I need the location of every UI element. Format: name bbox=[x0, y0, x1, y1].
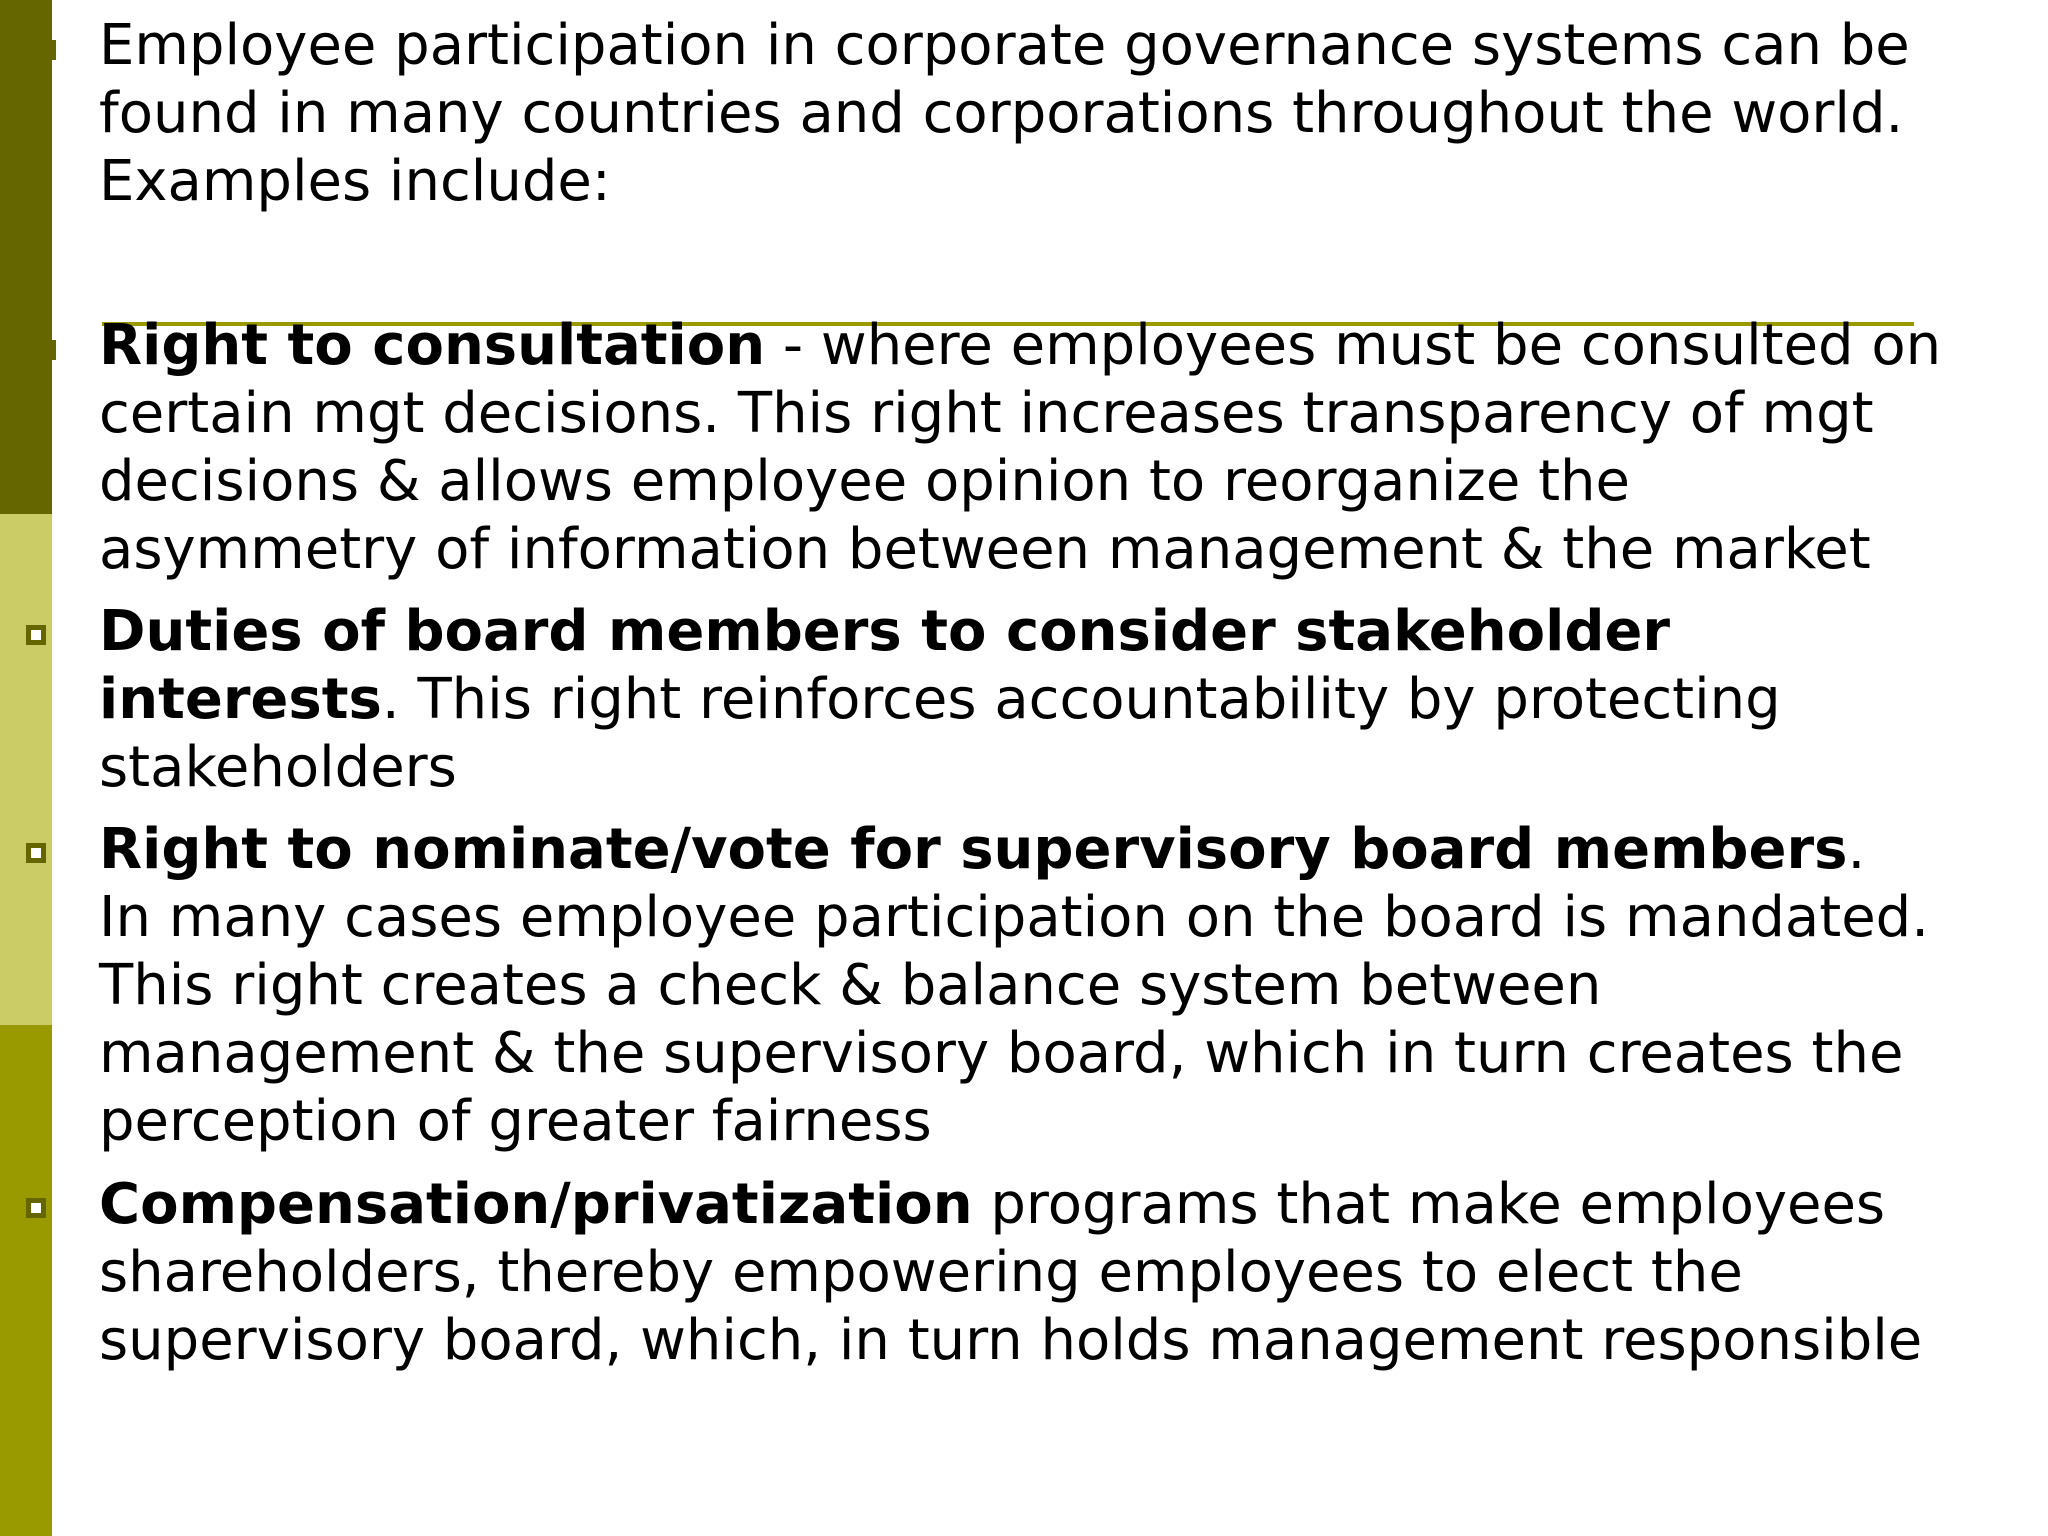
item-text: decisions & allows employee opinion to reorganize the bbox=[99, 449, 1630, 514]
list-item-compensation-privatization bbox=[99, 1171, 1922, 1375]
item-text: In many cases employee participation on the board is mandated. bbox=[99, 885, 1930, 950]
list-item-right-to-nominate bbox=[99, 816, 1929, 1156]
item-text: management & the supervisory board, which in turn creates the bbox=[99, 1021, 1904, 1086]
item-heading: interests bbox=[99, 667, 382, 732]
list-item-right-to-consultation bbox=[99, 312, 1941, 584]
item-text: supervisory board, which, in turn holds management responsible bbox=[99, 1308, 1923, 1373]
item-text: perception of greater fairness bbox=[99, 1089, 932, 1154]
intro-paragraph bbox=[99, 12, 1910, 216]
intro-line: found in many countries and corporations throughout the world. bbox=[99, 81, 1904, 146]
bullet-square-icon bbox=[26, 625, 46, 645]
bullet-square-icon bbox=[26, 843, 46, 863]
item-heading: Duties of board members to consider stakeholder bbox=[99, 599, 1671, 664]
item-heading: Right to nominate/vote for supervisory board members bbox=[99, 817, 1848, 882]
sidebar-band-bottom bbox=[0, 1025, 52, 1536]
intro-line: Examples include: bbox=[99, 149, 611, 214]
list-item-duties-of-board-members bbox=[99, 598, 1781, 802]
item-heading: Compensation/privatization bbox=[99, 1172, 973, 1237]
intro-line: Employee participation in corporate governance systems can be bbox=[99, 13, 1910, 78]
bullet-square-icon bbox=[42, 340, 56, 360]
item-text: certain mgt decisions. This right increases transparency of mgt bbox=[99, 381, 1874, 446]
item-text: stakeholders bbox=[99, 735, 457, 800]
item-text: This right creates a check & balance system between bbox=[99, 953, 1602, 1018]
item-text: programs that make employees bbox=[972, 1172, 1886, 1237]
item-text: . bbox=[1847, 817, 1866, 882]
sidebar-band-top bbox=[0, 0, 52, 514]
bullet-square-icon bbox=[26, 1198, 46, 1218]
item-text: - where employees must be consulted on bbox=[765, 313, 1942, 378]
item-heading: Right to consultation bbox=[99, 313, 766, 378]
item-text: asymmetry of information between management & the market bbox=[99, 517, 1871, 582]
bullet-square-icon bbox=[42, 40, 56, 60]
item-text: shareholders, thereby empowering employees to elect the bbox=[99, 1240, 1743, 1305]
sidebar-band-middle bbox=[0, 514, 52, 1025]
item-text: . This right reinforces accountability by protecting bbox=[381, 667, 1781, 732]
